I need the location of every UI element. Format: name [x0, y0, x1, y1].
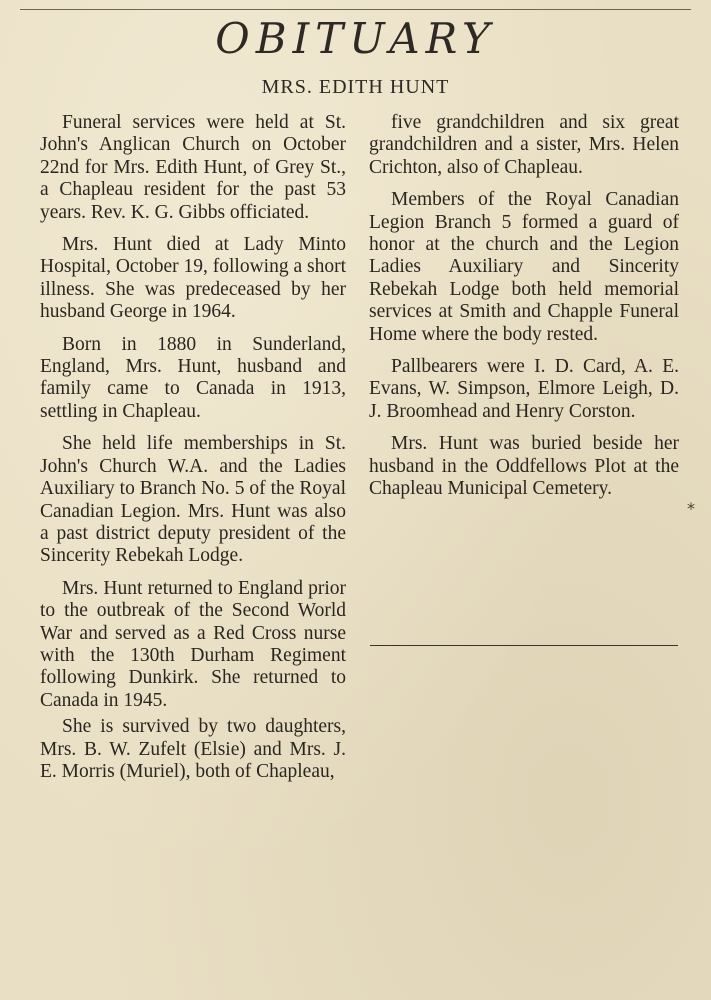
- paragraph: Funeral services were held at St. John's Anglican Church on October 22nd for Mrs. Edith Hunt, of Grey St., a Chapleau resident for the past 53 years. Rev. K. G. Gibbs officiated.: [40, 112, 346, 223]
- paragraph: five grandchildren and six great grandchildren and a sister, Mrs. Helen Crichton, also of Chapleau.: [369, 112, 679, 178]
- margin-mark: *: [687, 499, 695, 518]
- subhead: MRS. EDITH HUNT: [261, 76, 450, 98]
- paragraph: Pallbearers were I. D. Card, A. E. Evans, W. Simpson, Elmore Leigh, D. J. Broomhead and Henry Corston.: [369, 356, 679, 422]
- paragraph: Born in 1880 in Sunderland, England, Mrs. Hunt, husband and family came to Canada in 1913, settling in Chapleau.: [40, 333, 346, 422]
- paragraph: Mrs. Hunt was buried beside her husband in the Oddfellows Plot at the Chapleau Municipal Cemetery.: [369, 433, 679, 500]
- paragraph: Members of the Royal Canadian Legion Branch 5 formed a guard of honor at the church and the Legion Ladies Auxiliary and Sincerity Rebekah Lodge both held memorial services at Smith and Chapple Funeral Home where the body rested.: [369, 189, 679, 345]
- paragraph: Mrs. Hunt died at Lady Minto Hospital, October 19, following a short illness. She was predeceased by her husband George in 1964.: [40, 234, 346, 323]
- end-rule: [370, 645, 678, 646]
- paragraph: Mrs. Hunt returned to England prior to the outbreak of the Second World War and served as a Red Cross nurse with the 130th Durham Regiment following Dunkirk. She returned to Canada in 1945.: [40, 577, 346, 711]
- paragraph: She is survived by two daughters, Mrs. B. W. Zufelt (Elsie) and Mrs. J. E. Morris (Muriel), both of Chapleau,: [40, 716, 346, 782]
- top-rule: [20, 9, 691, 10]
- paragraph: She held life memberships in St. John's Church W.A. and the Ladies Auxiliary to Branch No. 5 of the Royal Canadian Legion. Mrs. Hunt was also a past district deputy president of the Sincerity Rebekah Lodge.: [40, 433, 346, 567]
- left-column: [40, 112, 346, 793]
- right-column: [369, 112, 679, 511]
- headline: OBITUARY: [215, 14, 496, 63]
